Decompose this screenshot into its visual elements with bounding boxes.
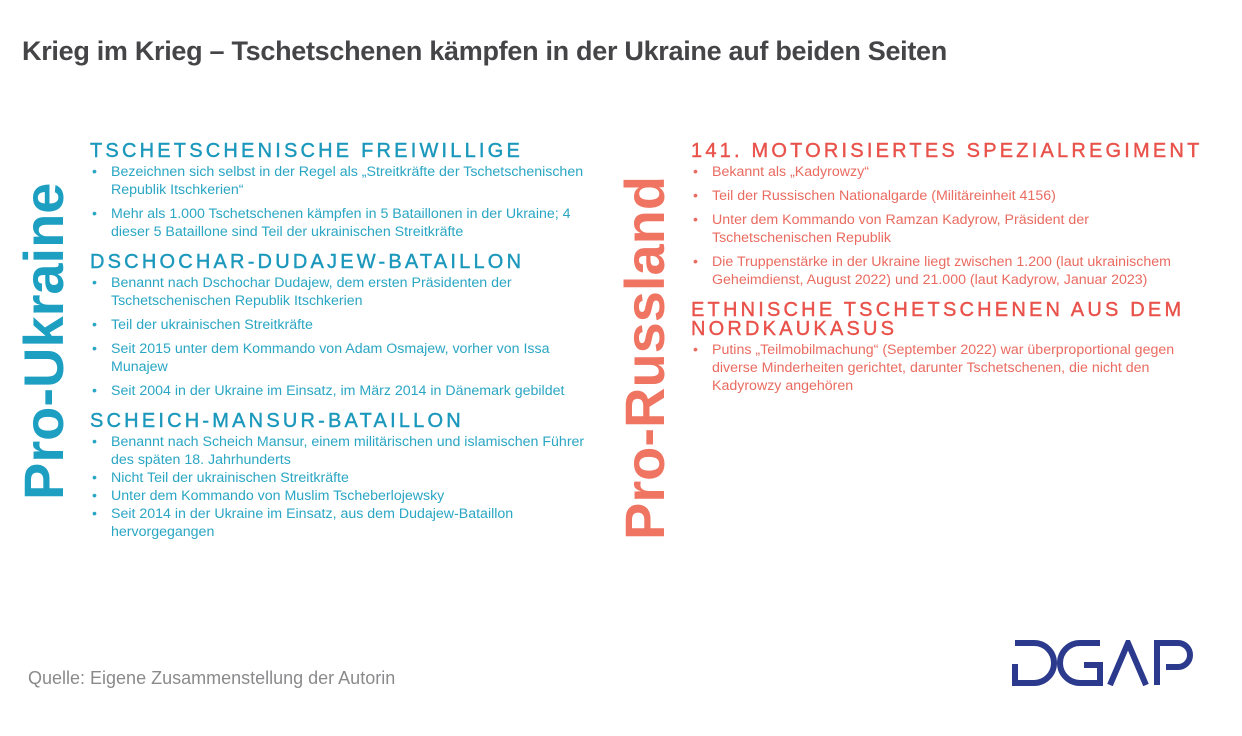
bullet-icon: • <box>693 188 698 204</box>
section-heading: DSCHOCHAR-DUDAJEW-BATAILLON <box>90 251 525 273</box>
list-item: • Seit 2004 in der Ukraine im Einsatz, im März 2014 in Dänemark gebildet <box>92 383 565 399</box>
bullet-icon: • <box>92 317 97 333</box>
list-item: • Benannt nach Dschochar Dudajew, dem ersten Präsidenten der Tschetschenischen Republik Itschkerien <box>92 275 512 309</box>
bullet-list <box>90 433 590 541</box>
bullet-icon: • <box>92 470 97 486</box>
bullet-icon: • <box>92 341 97 357</box>
bullet-icon: • <box>92 383 97 399</box>
list-item: • Unter dem Kommando von Ramzan Kadyrow, Präsident der Tschetschenischen Republik <box>693 212 1089 246</box>
list-item: • Putins „Teilmobilmachung“ (September 2022) war überproportional gegen diverse Minderheiten gerichtet, darunter Tschetschenen, die nicht den Kadyrowzy angehören <box>693 342 1175 394</box>
bullet-icon: • <box>693 164 698 180</box>
bullet-icon: • <box>693 212 698 228</box>
bullet-icon: • <box>92 506 97 522</box>
bullet-list <box>691 341 1211 395</box>
list-item: • Mehr als 1.000 Tschetschenen kämpfen in 5 Bataillonen in der Ukraine; 4 dieser 5 Bataillone sind Teil der ukrainischen Streitkräfte <box>92 206 571 240</box>
bullet-icon: • <box>693 342 698 358</box>
bullet-icon: • <box>92 164 97 180</box>
bullet-icon: • <box>92 275 97 291</box>
section-heading: ETHNISCHE TSCHETSCHENEN AUS DEM NORDKAUKASUS <box>691 299 1185 340</box>
bullet-list <box>90 163 590 241</box>
bullet-list <box>90 274 590 400</box>
pro-russland-column <box>691 142 1211 407</box>
source-note: Quelle: Eigene Zusammenstellung der Autorin <box>28 668 396 688</box>
pro-russland-label: Pro-Russland <box>613 175 676 540</box>
section-scheich-mansur-bataillon <box>90 412 590 541</box>
list-item: • Bekannt als „Kadyrowzy“ <box>693 164 869 180</box>
list-item: • Teil der Russischen Nationalgarde (Militäreinheit 4156) <box>693 188 1056 204</box>
bullet-icon: • <box>92 488 97 504</box>
bullet-icon: • <box>92 206 97 222</box>
list-item: • Seit 2015 unter dem Kommando von Adam Osmajew, vorher von Issa Munajew <box>92 341 550 375</box>
bullet-icon: • <box>693 254 698 270</box>
list-item: • Die Truppenstärke in der Ukraine liegt zwischen 1.200 (laut ukrainischem Geheimdienst, August 2022) und 21.000 (laut Kadyrow, Januar 2023) <box>693 254 1171 288</box>
list-item: • Nicht Teil der ukrainischen Streitkräfte <box>92 470 349 486</box>
dgap-logo-icon <box>1012 640 1198 686</box>
list-item: • Bezeichnen sich selbst in der Regel als „Streitkräfte der Tschetschenischen Republik Itschkerien“ <box>92 164 584 198</box>
section-141-motorisiertes-spezialregiment <box>691 142 1211 289</box>
section-tschetschenische-freiwillige <box>90 142 590 241</box>
section-dschochar-dudajew-bataillon <box>90 253 590 400</box>
section-ethnische-tschetschenen <box>691 301 1211 395</box>
section-heading: TSCHETSCHENISCHE FREIWILLIGE <box>90 140 523 162</box>
bullet-icon: • <box>92 434 97 450</box>
list-item: • Benannt nach Scheich Mansur, einem militärischen und islamischen Führer des späten 18. Jahrhunderts <box>92 434 585 468</box>
pro-ukraine-column <box>90 142 590 553</box>
section-heading: 141. MOTORISIERTES SPEZIALREGIMENT <box>691 140 1203 162</box>
section-heading: SCHEICH-MANSUR-BATAILLON <box>90 410 464 432</box>
bullet-list <box>691 163 1211 289</box>
list-item: • Seit 2014 in der Ukraine im Einsatz, aus dem Dudajew-Bataillon hervorgegangen <box>92 506 514 540</box>
list-item: • Teil der ukrainischen Streitkräfte <box>92 317 313 333</box>
pro-ukraine-label: Pro-Ukraine <box>12 182 75 500</box>
page-title: Krieg im Krieg – Tschetschenen kämpfen in der Ukraine auf beiden Seiten <box>22 36 947 66</box>
list-item: • Unter dem Kommando von Muslim Tscheberlojewsky <box>92 488 445 504</box>
